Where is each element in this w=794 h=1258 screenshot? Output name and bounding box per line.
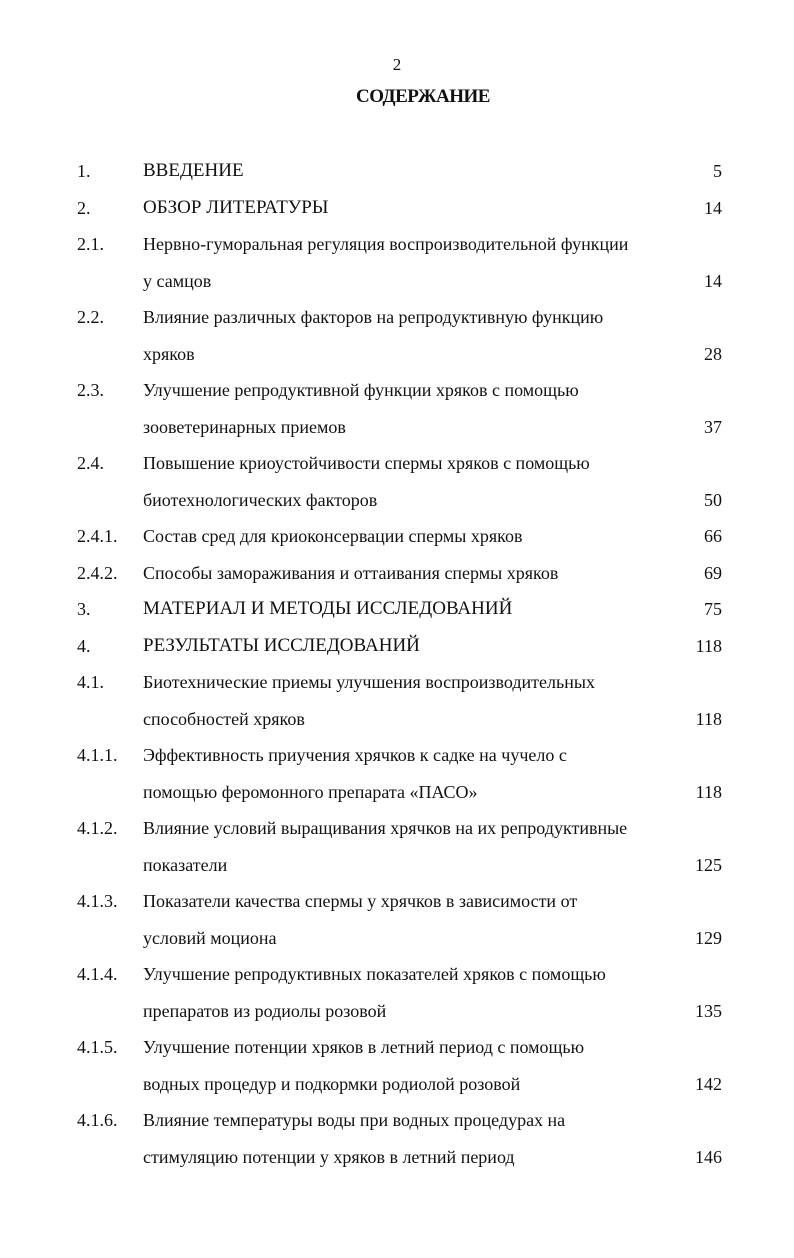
toc-entry-title: ВВЕДЕНИЕ — [143, 160, 244, 181]
toc-entry-line — [0, 591, 794, 628]
toc-entry-page: 66 — [704, 526, 722, 546]
toc-entry-title: препаратов из родиолы розовой — [143, 1000, 387, 1021]
toc-entry-title: РЕЗУЛЬТАТЫ ИССЛЕДОВАНИЙ — [143, 634, 420, 656]
toc-entry-page: 28 — [704, 343, 722, 364]
toc-entry-title: Биотехнические приемы улучшения воспроизводительных — [143, 672, 595, 692]
toc-entry-number: 4.1.5. — [77, 1037, 118, 1057]
toc-entry-title: показатели — [143, 854, 228, 875]
toc-entry-title: Влияние температуры воды при водных процедурах на — [143, 1110, 566, 1130]
toc-entry-title: условий моциона — [143, 927, 277, 948]
toc-entry-number: 2.4.1. — [77, 526, 118, 546]
toc-entry-number: 4.1. — [77, 672, 104, 692]
toc-entry-number: 2. — [77, 197, 91, 218]
toc-entry-page: 118 — [695, 708, 722, 729]
toc-entry-line — [0, 993, 794, 1030]
toc-entry-title: Улучшение репродуктивных показателей хряков с помощью — [143, 964, 606, 984]
toc-entry-number: 4.1.1. — [77, 745, 118, 765]
toc-entry-number: 2.2. — [77, 307, 104, 327]
toc-entry-number: 2.1. — [77, 234, 104, 254]
toc-entry-title: Влияние различных факторов на репродуктивную функцию — [143, 307, 604, 327]
toc-entry-line — [0, 774, 794, 811]
toc-entry-page: 14 — [704, 197, 722, 218]
toc-entry-number: 4.1.3. — [77, 891, 118, 911]
toc-entry-line — [0, 1066, 794, 1103]
toc-entry-title: Способы замораживания и оттаивания спермы хряков — [143, 562, 559, 583]
toc-entry-line — [0, 701, 794, 738]
toc-entry-page: 75 — [704, 599, 722, 619]
toc-entry-line — [0, 883, 794, 920]
toc-entry-page: 50 — [704, 489, 722, 510]
toc-entry-line — [0, 555, 794, 592]
toc-entry-number: 3. — [77, 599, 91, 619]
toc-entry-line — [0, 263, 794, 300]
toc-entry-title: Улучшение репродуктивной функции хряков с помощью — [143, 380, 579, 400]
toc-entry-line — [0, 518, 794, 555]
toc-entry-number: 2.3. — [77, 380, 104, 400]
toc-entry-line — [0, 664, 794, 701]
toc-entry-number: 4.1.2. — [77, 818, 118, 838]
toc-entry-line — [0, 445, 794, 482]
toc-entry-number: 1. — [77, 161, 91, 181]
toc-entry-page: 142 — [695, 1073, 722, 1094]
toc-entry-page: 14 — [704, 270, 722, 291]
toc-entry-title: биотехнологических факторов — [143, 489, 378, 510]
toc-entry-title: Улучшение потенции хряков в летний период с помощью — [143, 1037, 585, 1057]
toc-entry-page: 37 — [704, 416, 722, 437]
table-of-contents — [0, 153, 794, 1175]
toc-entry-line — [0, 628, 794, 665]
toc-entry-line — [0, 372, 794, 409]
toc-entry-title: способностей хряков — [143, 708, 305, 729]
toc-entry-number: 2.4. — [77, 453, 104, 473]
toc-entry-number: 4.1.6. — [77, 1110, 118, 1130]
toc-entry-title: стимуляцию потенции у хряков в летний период — [143, 1146, 515, 1167]
toc-entry-line — [0, 226, 794, 263]
toc-entry-page: 118 — [695, 781, 722, 802]
toc-entry-line — [0, 153, 794, 190]
toc-entry-title: Нервно-гуморальная регуляция воспроизводительной функции — [143, 234, 629, 254]
toc-entry-page: 69 — [704, 562, 722, 583]
toc-entry-title: Показатели качества спермы у хрячков в зависимости от — [143, 891, 578, 911]
toc-entry-line — [0, 409, 794, 446]
toc-entry-page: 135 — [695, 1000, 722, 1021]
toc-entry-title: Влияние условий выращивания хрячков на их репродуктивные — [143, 818, 628, 838]
page-number: 2 — [392, 55, 402, 74]
toc-entry-line — [0, 847, 794, 884]
page-title: СОДЕРЖАНИЕ — [356, 86, 490, 107]
toc-entry-number: 4.1.4. — [77, 964, 118, 984]
toc-entry-line — [0, 810, 794, 847]
toc-entry-line — [0, 1102, 794, 1139]
toc-entry-title: у самцов — [143, 270, 212, 291]
toc-entry-line — [0, 1029, 794, 1066]
toc-entry-title: помощью феромонного препарата «ПАСО» — [143, 781, 478, 802]
toc-entry-line — [0, 336, 794, 373]
toc-entry-title: Эффективность приучения хрячков к садке на чучело с — [143, 745, 567, 765]
toc-entry-page: 125 — [695, 854, 722, 875]
toc-entry-title: зооветеринарных приемов — [143, 416, 346, 437]
toc-entry-page: 118 — [695, 635, 722, 656]
toc-entry-page: 5 — [713, 161, 722, 181]
toc-entry-title: водных процедур и подкормки родиолой розовой — [143, 1073, 521, 1094]
toc-entry-title: МАТЕРИАЛ И МЕТОДЫ ИССЛЕДОВАНИЙ — [143, 598, 513, 619]
toc-entry-line — [0, 920, 794, 957]
toc-entry-title: ОБЗОР ЛИТЕРАТУРЫ — [143, 196, 329, 218]
toc-entry-line — [0, 1139, 794, 1176]
toc-entry-number: 2.4.2. — [77, 562, 118, 583]
toc-entry-line — [0, 737, 794, 774]
toc-entry-line — [0, 190, 794, 227]
toc-entry-title: хряков — [143, 343, 195, 364]
toc-entry-number: 4. — [77, 635, 91, 656]
toc-entry-title: Повышение криоустойчивости спермы хряков с помощью — [143, 453, 590, 473]
toc-entry-title: Состав сред для криоконсервации спермы хряков — [143, 526, 523, 546]
toc-entry-line — [0, 956, 794, 993]
toc-entry-page: 129 — [695, 927, 722, 948]
toc-entry-line — [0, 299, 794, 336]
toc-entry-page: 146 — [695, 1146, 722, 1167]
toc-entry-line — [0, 482, 794, 519]
